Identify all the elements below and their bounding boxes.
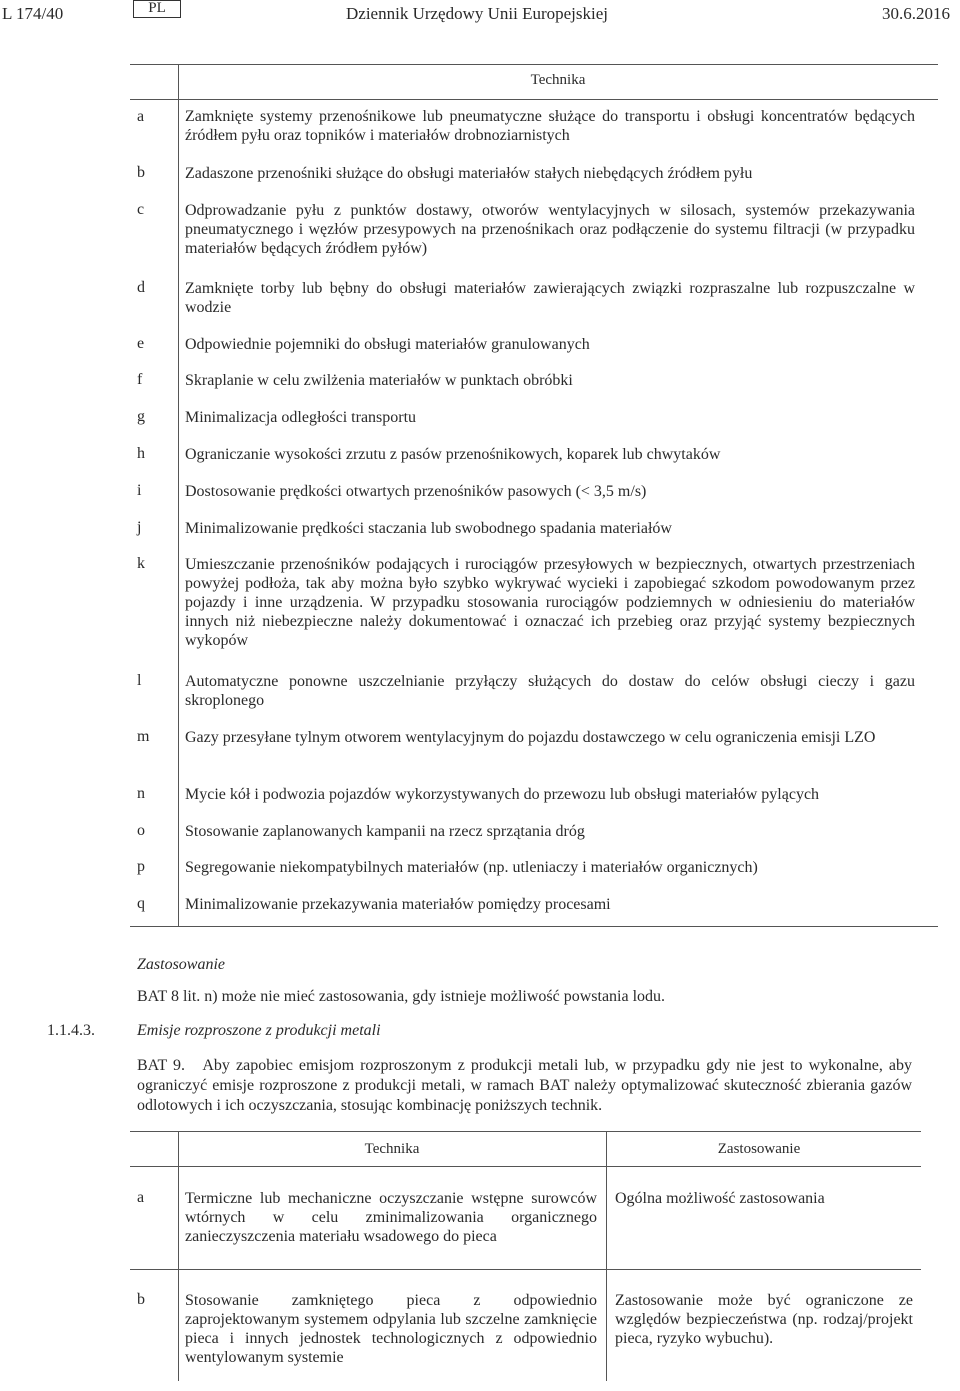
table2-header-technika: Technika bbox=[364, 1141, 420, 1157]
row-text: Automatyczne ponowne uszczelnianie przyłączy służących do dostaw do celów obsługi cieczy i gazu skroplonego bbox=[185, 673, 915, 709]
row-text: Dostosowanie prędkości otwartych przenośników pasowych (< 3,5 m/s) bbox=[185, 483, 647, 500]
row-text: Mycie kół i podwozia pojazdów wykorzystywanych do przewozu lub obsługi materiałów pylących bbox=[185, 786, 820, 803]
row-text: Minimalizacja odległości transportu bbox=[185, 409, 417, 426]
row-letter: e bbox=[137, 335, 145, 352]
row-letter: c bbox=[137, 201, 145, 218]
bat9-paragraph: BAT 9. Aby zapobiec emisjom rozproszonym z produkcji metali lub, w przypadku gdy nie jest to wykonalne, aby ograniczyć emisje rozproszone z produkcji metali, w ramach BAT należy optymalizować skuteczność zbierania gazów odlotowych i ich oczyszczania, stosując kombinację poniższych technik. bbox=[137, 1057, 916, 1114]
applicability-heading: Zastosowanie bbox=[137, 956, 226, 973]
table-header-divider bbox=[130, 99, 938, 100]
table-border-bottom bbox=[130, 926, 938, 927]
table2-column-divider bbox=[606, 1131, 607, 1381]
row-letter: n bbox=[137, 785, 145, 802]
row-letter: m bbox=[137, 728, 150, 745]
technique-text: Stosowanie zamkniętego pieca z odpowiednio zaprojektowanym systemem odpylania lub szczelne zamknięcie pieca i innych jednostek technologicznych z odpowiednio wentylowanym systemie bbox=[185, 1292, 597, 1366]
row-letter: h bbox=[137, 445, 145, 462]
row-text: Minimalizowanie przekazywania materiałów pomiędzy procesami bbox=[185, 896, 611, 913]
row-text: Minimalizowanie prędkości staczania lub swobodnego spadania materiałów bbox=[185, 520, 672, 537]
table-header-technika: Technika bbox=[530, 72, 586, 88]
row-letter: a bbox=[137, 108, 145, 125]
row-text: Odpowiednie pojemniki do obsługi materiałów granulowanych bbox=[185, 336, 590, 353]
table2-row-divider bbox=[130, 1269, 921, 1270]
row-text: Zadaszone przenośniki służące do obsługi materiałów stałych niebędących źródłem pyłu bbox=[185, 165, 753, 182]
row-letter: j bbox=[137, 519, 142, 536]
row-letter: f bbox=[137, 371, 143, 388]
publication-date: 30.6.2016 bbox=[882, 4, 950, 23]
table2-border-top bbox=[130, 1131, 921, 1132]
page-reference: L 174/40 bbox=[2, 4, 64, 23]
row-letter: l bbox=[137, 672, 142, 689]
row-text: Stosowanie zaplanowanych kampanii na rzecz sprzątania dróg bbox=[185, 823, 585, 840]
row-text: Skraplanie w celu zwilżenia materiałów w punktach obróbki bbox=[185, 372, 573, 389]
row-text: Zamknięte systemy przenośnikowe lub pneumatyczne służące do transportu i obsługi koncentratów będących źródłem pyłu oraz topników i materiałów drobnoziarnistych bbox=[185, 108, 915, 144]
row-letter: g bbox=[137, 408, 145, 425]
row-letter: b bbox=[137, 164, 145, 181]
section-title: Emisje rozproszone z produkcji metali bbox=[137, 1022, 381, 1039]
row-text: Gazy przesyłane tylnym otworem wentylacyjnym do pojazdu dostawczego w celu ograniczenia emisji LZO bbox=[185, 729, 876, 746]
section-number: 1.1.4.3. bbox=[47, 1022, 95, 1039]
row-letter: i bbox=[137, 482, 142, 499]
row-letter: b bbox=[137, 1291, 145, 1308]
applicability-text: BAT 8 lit. n) może nie mieć zastosowania, gdy istnieje możliwość powstania lodu. bbox=[137, 988, 666, 1005]
language-badge: PL bbox=[133, 0, 181, 18]
row-letter: o bbox=[137, 822, 145, 839]
row-letter: q bbox=[137, 895, 145, 912]
row-text: Ograniczanie wysokości zrzutu z pasów przenośnikowych, koparek lub chwytaków bbox=[185, 446, 721, 463]
row-text: Odprowadzanie pyłu z punktów dostawy, otworów wentylacyjnych w silosach, systemów przekazywania pneumatycznego i węzłów przesypowych na przenośnikach oraz podłączenie do systemu filtracji (w przypadku materiałów będących źródłem pyłów) bbox=[185, 202, 915, 257]
technique-text: Termiczne lub mechaniczne oczyszczanie wstępne surowców wtórnych w celu zminimalizowania organicznego zanieczyszczenia materiału wsadowego do pieca bbox=[185, 1190, 597, 1245]
table2-header-zastosowanie: Zastosowanie bbox=[717, 1141, 801, 1157]
row-text: Zamknięte torby lub bębny do obsługi materiałów zawierających związki rozpraszalne lub rozpuszczalne w wodzie bbox=[185, 280, 915, 316]
row-letter: k bbox=[137, 555, 145, 572]
applicability-cell: Zastosowanie może być ograniczone ze względów bezpieczeństwa (np. rodzaj/projekt pieca, ryzyko wybuchu). bbox=[615, 1292, 913, 1347]
table-border-top bbox=[130, 64, 938, 65]
row-letter: a bbox=[137, 1189, 145, 1206]
row-text: Umieszczanie przenośników podających i rurociągów przesyłowych w bezpiecznych, otwartych przestrzeniach powyżej podłoża, tak aby można było szybko wykrywać wycieki i zapobiegać szkodom powodowanym przez pojazdy i inne urządzenia. W przypadku stosowania rurociągów podziemnych w odniesieniu do materiałów innych niż niebezpieczne należy dokumentować i oznaczać ich przebieg oraz przyjąć systemy bezpiecznych wykopów bbox=[185, 556, 915, 649]
row-text: Segregowanie niekompatybilnych materiałów (np. utleniaczy i materiałów organicznych) bbox=[185, 859, 758, 876]
table2-header-divider bbox=[130, 1166, 921, 1167]
row-letter: p bbox=[137, 858, 145, 875]
table-column-divider bbox=[178, 64, 179, 926]
journal-title: Dziennik Urzędowy Unii Europejskiej bbox=[346, 4, 609, 23]
row-letter: d bbox=[137, 279, 145, 296]
table2-column-divider bbox=[178, 1131, 179, 1381]
applicability-cell: Ogólna możliwość zastosowania bbox=[615, 1190, 825, 1207]
